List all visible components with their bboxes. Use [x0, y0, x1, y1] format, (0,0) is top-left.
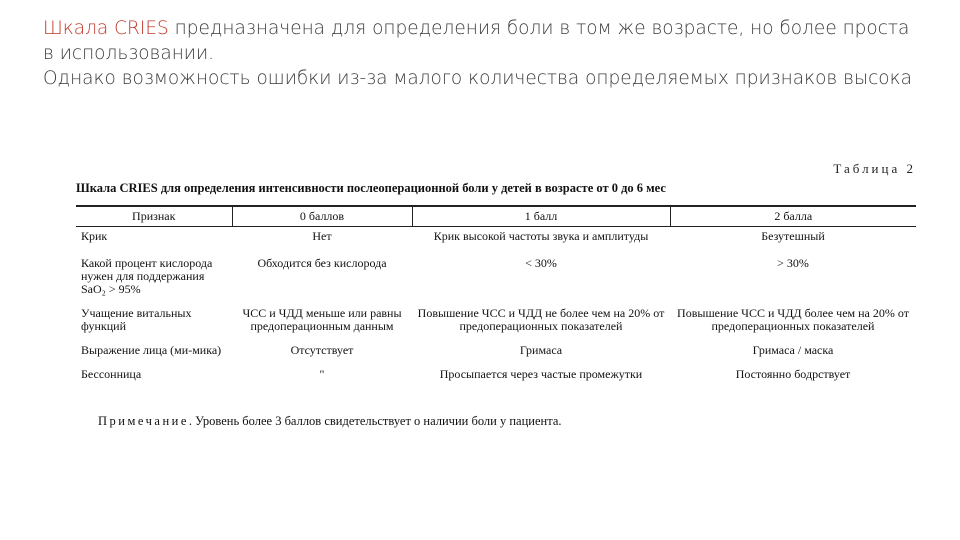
- cell-score-1: Гримаса: [519, 343, 563, 357]
- cell-score-0: Обходится без кислорода: [257, 256, 387, 270]
- intro-line-1: [43, 16, 923, 66]
- cell-score-2: > 30%: [777, 256, 809, 270]
- intro-text: [43, 16, 923, 91]
- cell-score-2: Гримаса / маска: [752, 343, 834, 357]
- table-row: [76, 340, 916, 364]
- table-row: [76, 303, 916, 340]
- cell-sign: Выражение лица (ми-мика): [81, 343, 222, 357]
- column-header-sign: Признак: [76, 206, 232, 227]
- cell-score-0: ЧСС и ЧДД меньше или равны предоперационным данным: [242, 306, 402, 333]
- cell-score-1: Повышение ЧСС и ЧДД не более чем на 20% от предоперационных показателей: [417, 306, 665, 333]
- note-text: . Уровень более 3 баллов свидетельствует о наличии боли у пациента.: [188, 414, 562, 428]
- intro-line-2: Однако возможность ошибки из-за малого количества определяемых признаков высока: [43, 68, 912, 89]
- table-row: [76, 253, 916, 303]
- table-row: [76, 227, 916, 254]
- table-header-row: [76, 206, 916, 227]
- cell-score-1: < 30%: [525, 256, 557, 270]
- table-title: Шкала CRIES для определения интенсивности послеоперационной боли у детей в возрасте от 0 до 6 мес: [76, 181, 666, 195]
- cell-sign: Крик: [81, 229, 108, 243]
- cell-score-2: Повышение ЧСС и ЧДД более чем на 20% от предоперационных показателей: [677, 306, 909, 333]
- cell-score-2: Постоянно бодрствует: [735, 367, 851, 381]
- cell-score-0: ": [319, 367, 325, 381]
- cell-sign: Какой процент кислорода нужен для поддержания SaO₂ > 95%: [81, 256, 213, 296]
- table-number-label: Таблица 2: [833, 161, 916, 176]
- column-header-score-0: 0 баллов: [232, 206, 412, 227]
- cell-score-0: Нет: [312, 229, 332, 243]
- cries-table: [76, 205, 916, 388]
- cell-score-1: Просыпается через частые промежутки: [439, 367, 643, 381]
- cell-score-0: Отсутствует: [290, 343, 354, 357]
- cell-score-1: Крик высокой частоты звука и амплитуды: [433, 229, 649, 243]
- cell-score-2: Безутешный: [761, 229, 825, 243]
- intro-line-1-rest: предназначена для определения боли в том же возрасте, но более проста в использовании.: [43, 18, 910, 64]
- cell-sign: Бессонница: [81, 367, 142, 381]
- column-header-score-2: 2 балла: [670, 206, 916, 227]
- scale-name: Шкала CRIES: [43, 18, 169, 39]
- cell-sign: Учащение витальных функций: [81, 306, 192, 333]
- table-note: [98, 414, 562, 429]
- note-label: Примечание: [98, 414, 189, 428]
- column-header-score-1: 1 балл: [412, 206, 670, 227]
- table-row: [76, 364, 916, 388]
